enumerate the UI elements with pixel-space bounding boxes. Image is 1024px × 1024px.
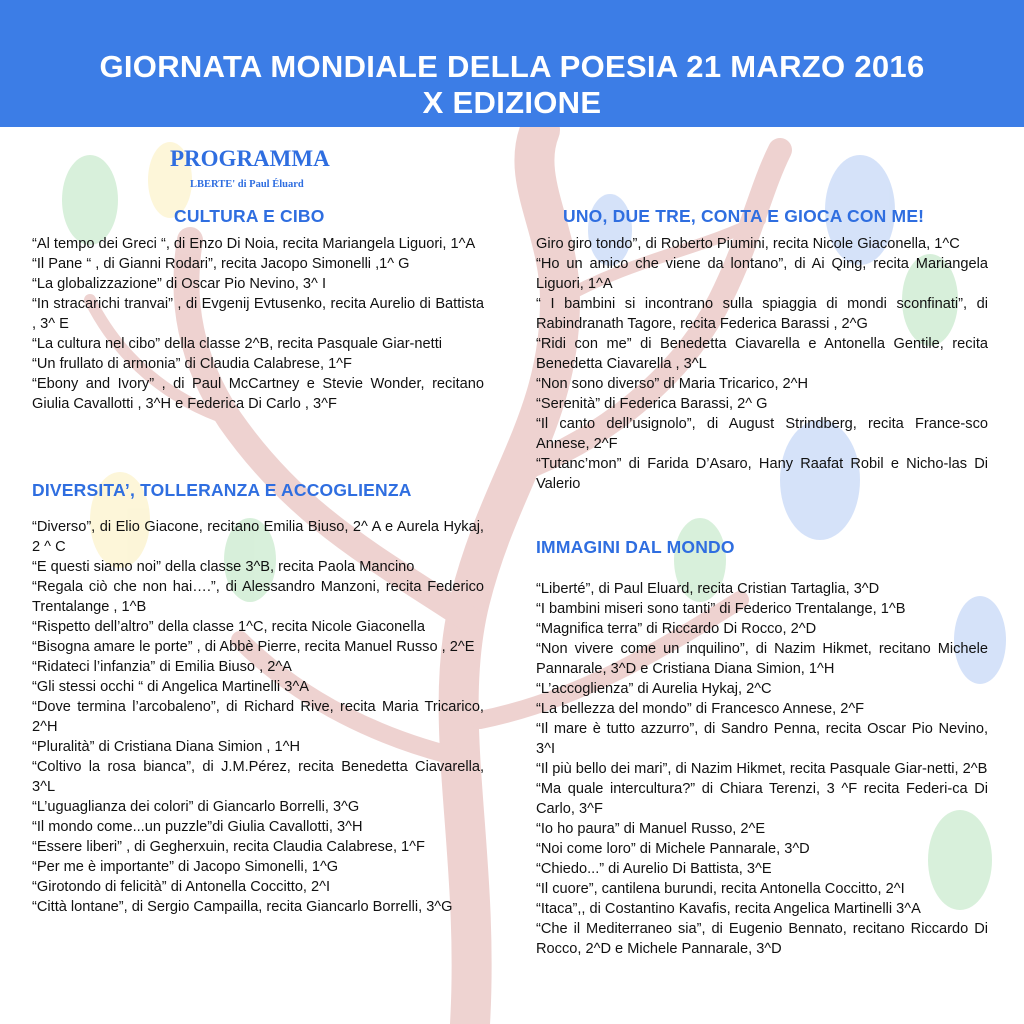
program-entry: “Pluralità” di Cristiana Diana Simion , 1^H: [32, 739, 301, 755]
program-entry: “Il più bello dei mari”, di Nazim Hikmet, recita Pasquale Giar-netti, 2^B: [536, 761, 988, 777]
section-title-immagini: IMMAGINI DAL MONDO: [536, 537, 735, 557]
program-entry: “L’uguaglianza dei colori” di Giancarlo Borrelli, 3^G: [32, 799, 360, 815]
program-entry: “Serenità” di Federica Barassi, 2^ G: [536, 396, 768, 412]
program-entry: “Chiedo...” di Aurelio Di Battista, 3^E: [536, 861, 772, 877]
program-entry: “Bisogna amare le porte” , di Abbè Pierre, recita Manuel Russo , 2^E: [32, 639, 475, 655]
program-entry: “Gli stessi occhi “ di Angelica Martinelli 3^A: [32, 679, 309, 695]
program-entry: “La cultura nel cibo” della classe 2^B, recita Pasquale Giar-netti: [32, 336, 443, 352]
program-entry: “Città lontane”, di Sergio Campailla, recita Giancarlo Borrelli, 3^G: [32, 899, 453, 915]
title-banner: [0, 0, 1024, 127]
program-entry: “E questi siamo noi” della classe 3^B, recita Paola Mancino: [32, 559, 415, 575]
section-diversita-list: [32, 517, 484, 917]
program-entry: Giro giro tondo”, di Roberto Piumini, recita Nicole Giaconella, 1^C: [536, 236, 960, 252]
program-entry: “Un frullato di armonia” di Claudia Calabrese, 1^F: [32, 356, 352, 372]
program-entry: “Diverso”, di Elio Giacone, recitano Emilia Biuso, 2^ A e Aurela Hykaj, 2 ^ C: [32, 519, 484, 555]
program-entry: “L’accoglienza” di Aurelia Hykaj, 2^C: [536, 681, 772, 697]
program-entry: “Ridi con me” di Benedetta Ciavarella e Antonella Gentile, recita Benedetta Ciavarella , 3^L: [536, 336, 988, 372]
section-cultura-list: [32, 234, 484, 414]
section-immagini-list: [536, 579, 988, 959]
program-entry: “Non sono diverso” di Maria Tricarico, 2^H: [536, 376, 809, 392]
program-entry: “Il mondo come...un puzzle”di Giulia Cavallotti, 3^H: [32, 819, 363, 835]
program-entry: “Essere liberi” , di Gegherxuin, recita Claudia Calabrese, 1^F: [32, 839, 425, 855]
program-entry: “Ma quale intercultura?” di Chiara Terenzi, 3 ^F recita Federi-ca Di Carlo, 3^F: [536, 781, 988, 817]
program-entry: “Coltivo la rosa bianca”, di J.M.Pérez, recita Benedetta Ciavarella, 3^L: [32, 759, 484, 795]
program-entry: “In stracarichi tranvai” , di Evgenij Evtusenko, recita Aurelio di Battista , 3^ E: [32, 296, 484, 332]
program-entry: “Magnifica terra” di Riccardo Di Rocco, 2^D: [536, 621, 817, 637]
program-entry: “Io ho paura” di Manuel Russo, 2^E: [536, 821, 766, 837]
program-entry: “Il cuore”, cantilena burundi, recita Antonella Coccitto, 2^I: [536, 881, 905, 897]
program-entry: “Dove termina l’arcobaleno”, di Richard Rive, recita Maria Tricarico, 2^H: [32, 699, 484, 735]
program-entry: “Noi come loro” di Michele Pannarale, 3^D: [536, 841, 810, 857]
program-entry: “Il mare è tutto azzurro”, di Sandro Penna, recita Oscar Pio Nevino, 3^I: [536, 721, 988, 757]
program-heading: PROGRAMMA: [170, 146, 330, 171]
program-entry: “ I bambini si incontrano sulla spiaggia di mondi sconfinati”, di Rabindranath Tagore, recita Federica Barassi , 2^G: [536, 296, 988, 332]
edition-title: X EDIZIONE: [422, 85, 602, 120]
program-entry: “Che il Mediterraneo sia”, di Eugenio Bennato, recitano Riccardo Di Rocco, 2^D e Michele Pannarale, 3^D: [536, 921, 988, 957]
section-title-cultura: CULTURA E CIBO: [174, 206, 325, 226]
program-entry: “Liberté”, di Paul Eluard, recita Cristian Tartaglia, 3^D: [536, 581, 880, 597]
program-entry: “Il Pane “ , di Gianni Rodari”, recita Jacopo Simonelli ,1^ G: [32, 256, 410, 272]
program-entry: “Itaca”,, di Costantino Kavafis, recita Angelica Martinelli 3^A: [536, 901, 921, 917]
section-title-diversita: DIVERSITA’, TOLLERANZA E ACCOGLIENZA: [32, 480, 412, 500]
event-title: GIORNATA MONDIALE DELLA POESIA 21 MARZO 2016: [99, 49, 925, 84]
program-entry: “I bambini miseri sono tanti” di Federico Trentalange, 1^B: [536, 601, 906, 617]
program-subtitle: LBERTE' di Paul Éluard: [190, 179, 304, 190]
program-entry: “Tutanc’mon” di Farida D’Asaro, Hany Raafat Robil e Nicho-las Di Valerio: [536, 456, 988, 492]
program-entry: “La globalizzazione” di Oscar Pio Nevino, 3^ I: [32, 276, 326, 292]
program-entry: “Ridateci l’infanzia” di Emilia Biuso , 2^A: [32, 659, 292, 675]
program-entry: “Il canto dell’usignolo”, di August Strindberg, recita France-sco Annese, 2^F: [536, 416, 988, 452]
section-uno-due-list: [536, 234, 988, 494]
program-entry: “Girotondo di felicità” di Antonella Coccitto, 2^I: [32, 879, 331, 895]
program-entry: “Non vivere come un inquilino”, di Nazim Hikmet, recitano Michele Pannarale, 3^D e Cristiana Diana Simion, 1^H: [536, 641, 988, 677]
program-entry: “Rispetto dell’altro” della classe 1^C, recita Nicole Giaconella: [32, 619, 425, 635]
section-title-uno-due: UNO, DUE TRE, CONTA E GIOCA CON ME!: [563, 206, 925, 226]
program-entry: “La bellezza del mondo” di Francesco Annese, 2^F: [536, 701, 865, 717]
program-entry: “Ebony and Ivory” , di Paul McCartney e Stevie Wonder, recitano Giulia Cavallotti , 3^H e Federica Di Carlo , 3^F: [32, 376, 484, 412]
program-entry: “Regala ciò che non hai….”, di Alessandro Manzoni, recita Federico Trentalange , 1^B: [32, 579, 484, 615]
program-entry: “Per me è importante” di Jacopo Simonelli, 1^G: [32, 859, 339, 875]
program-entry: “Al tempo dei Greci “, di Enzo Di Noia, recita Mariangela Liguori, 1^A: [32, 236, 476, 252]
program-entry: “Ho un amico che viene da lontano”, di Ai Qing, recita Mariangela Liguori, 1^A: [536, 256, 988, 292]
